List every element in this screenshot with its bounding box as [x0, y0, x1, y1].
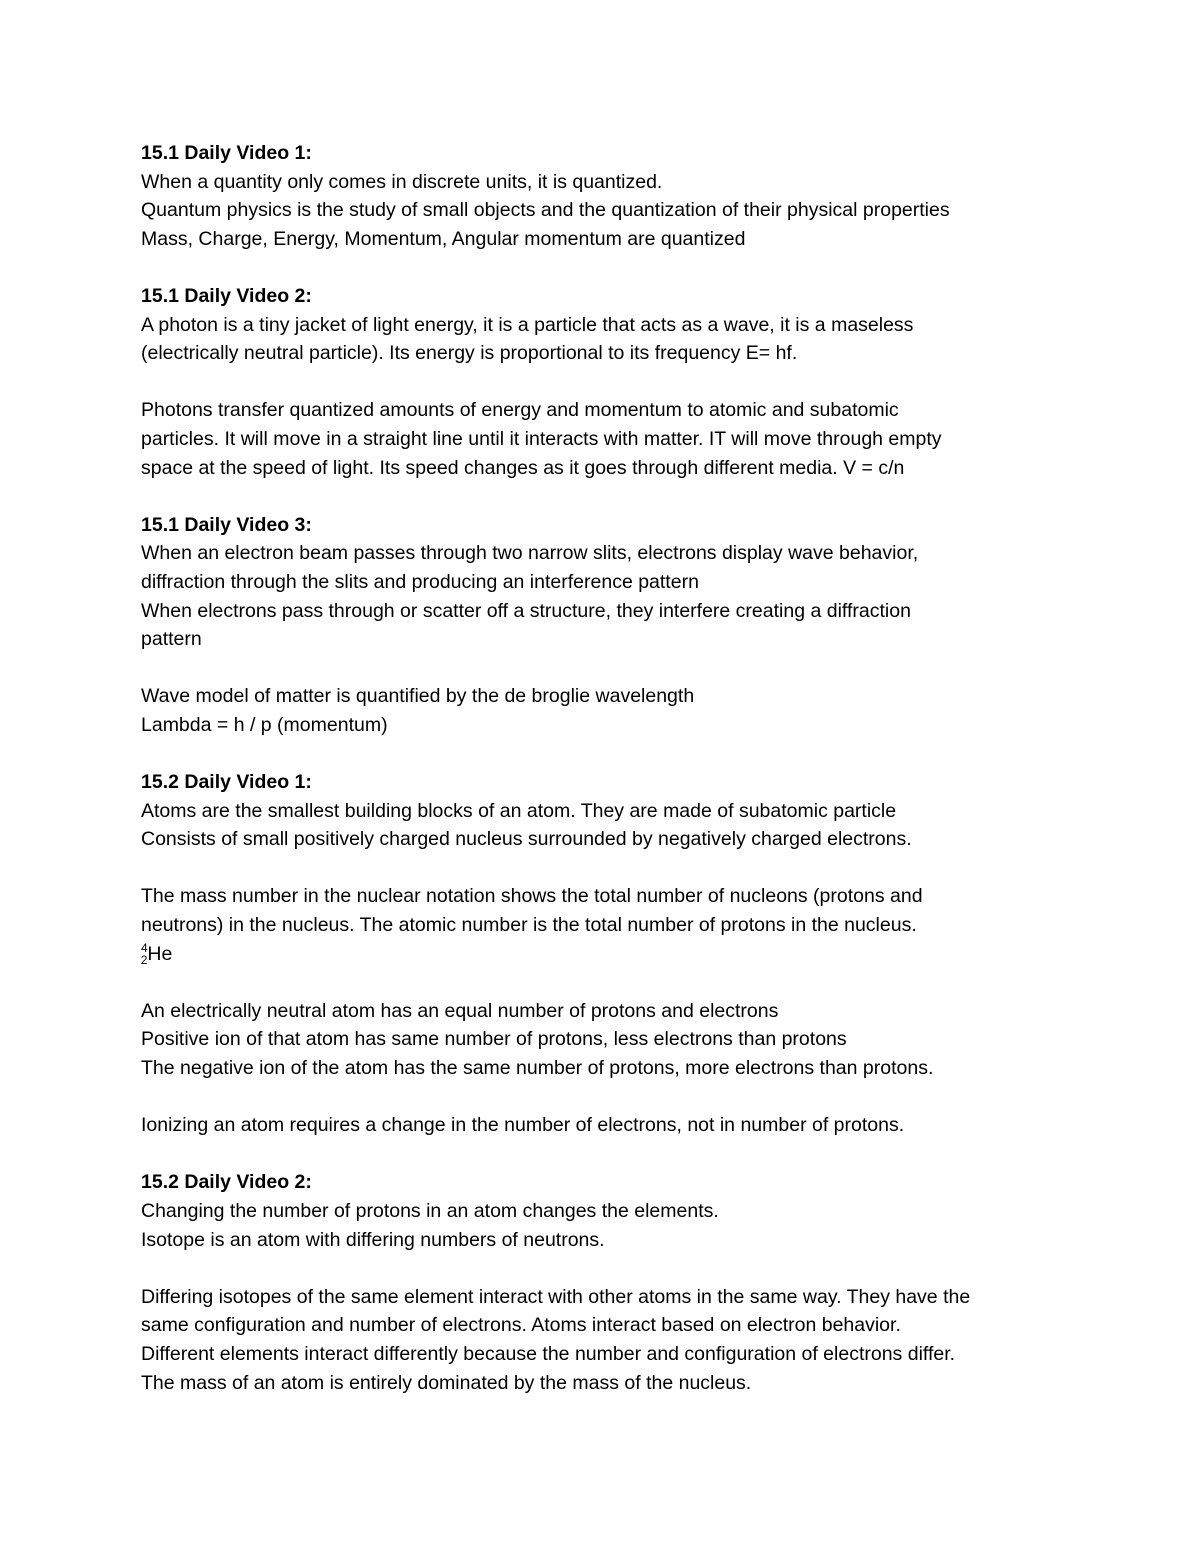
- text-line: When a quantity only comes in discrete units, it is quantized.: [141, 170, 663, 193]
- blank-line: [141, 1254, 1121, 1283]
- text-line: neutrons) in the nucleus. The atomic number is the total number of protons in the nucleus.: [141, 914, 917, 937]
- blank-line: [141, 482, 1121, 511]
- blank-line: [141, 854, 1121, 883]
- text-line: When an electron beam passes through two narrow slits, electrons display wave behavior,: [141, 542, 919, 565]
- text-line: space at the speed of light. Its speed changes as it goes through different media. V = c/n: [141, 456, 905, 479]
- section-15-2-video-1: [141, 768, 1121, 1140]
- text-line: Positive ion of that atom has same number of protons, less electrons than protons: [141, 1028, 847, 1051]
- text-line: The negative ion of the atom has the same number of protons, more electrons than protons.: [141, 1057, 934, 1079]
- text-line: Consists of small positively charged nucleus surrounded by negatively charged electrons.: [141, 828, 912, 851]
- blank-line: [141, 1140, 1121, 1169]
- section-15-1-video-2: [141, 282, 1121, 482]
- document-page: [141, 139, 1121, 1397]
- isotope-atomic-number: 2: [140, 952, 148, 967]
- text-line: (electrically neutral particle). Its energy is proportional to its frequency E= hf.: [141, 342, 798, 365]
- text-line: The mass of an atom is entirely dominated by the mass of the nucleus.: [141, 1371, 752, 1394]
- section-heading: 15.1 Daily Video 3:: [141, 513, 312, 536]
- section-heading: 15.2 Daily Video 2:: [141, 1171, 312, 1194]
- blank-line: [141, 368, 1121, 397]
- isotope-notation: [141, 940, 1121, 969]
- text-line: Isotope is an atom with differing numbers of neutrons.: [141, 1228, 605, 1251]
- section-heading: 15.1 Daily Video 2:: [141, 284, 312, 307]
- blank-line: [141, 968, 1121, 997]
- isotope-symbol: He: [147, 942, 173, 965]
- text-line: Wave model of matter is quantified by the de broglie wavelength: [141, 685, 695, 708]
- text-line: An electrically neutral atom has an equal number of protons and electrons: [141, 999, 779, 1022]
- text-line: Different elements interact differently because the number and configuration of electrons differ.: [141, 1342, 956, 1365]
- text-line: Quantum physics is the study of small objects and the quantization of their physical properties: [141, 199, 950, 222]
- text-line: Lambda = h / p (momentum): [141, 713, 388, 736]
- text-line: Differing isotopes of the same element interact with other atoms in the same way. They have the: [141, 1285, 971, 1308]
- text-line: The mass number in the nuclear notation shows the total number of nucleons (protons and: [141, 885, 923, 908]
- blank-line: [141, 253, 1121, 282]
- section-heading: 15.2 Daily Video 1:: [141, 771, 312, 794]
- text-line: diffraction through the slits and producing an interference pattern: [141, 570, 699, 593]
- text-line: Atoms are the smallest building blocks of an atom. They are made of subatomic particle: [141, 799, 897, 822]
- text-line: pattern: [141, 628, 202, 651]
- text-line: Changing the number of protons in an atom changes the elements.: [141, 1199, 719, 1222]
- text-line: particles. It will move in a straight line until it interacts with matter. IT will move through empty: [141, 427, 942, 450]
- section-heading: 15.1 Daily Video 1:: [141, 142, 312, 164]
- text-line: same configuration and number of electrons. Atoms interact based on electron behavior.: [141, 1314, 901, 1337]
- text-line: Mass, Charge, Energy, Momentum, Angular momentum are quantized: [141, 227, 746, 250]
- text-line: Photons transfer quantized amounts of energy and momentum to atomic and subatomic: [141, 399, 899, 422]
- isotope-mass-number: 4: [141, 940, 148, 955]
- text-line: When electrons pass through or scatter off a structure, they interfere creating a diffraction: [141, 599, 911, 622]
- blank-line: [141, 654, 1121, 683]
- text-line: A photon is a tiny jacket of light energy, it is a particle that acts as a wave, it is a maseless: [141, 313, 914, 336]
- blank-line: [141, 739, 1121, 768]
- text-line: Ionizing an atom requires a change in the number of electrons, not in number of protons.: [141, 1114, 905, 1137]
- section-15-1-video-3: [141, 511, 1121, 740]
- blank-line: [141, 1083, 1121, 1112]
- section-15-2-video-2: [141, 1168, 1121, 1397]
- section-15-1-video-1: [141, 139, 1121, 253]
